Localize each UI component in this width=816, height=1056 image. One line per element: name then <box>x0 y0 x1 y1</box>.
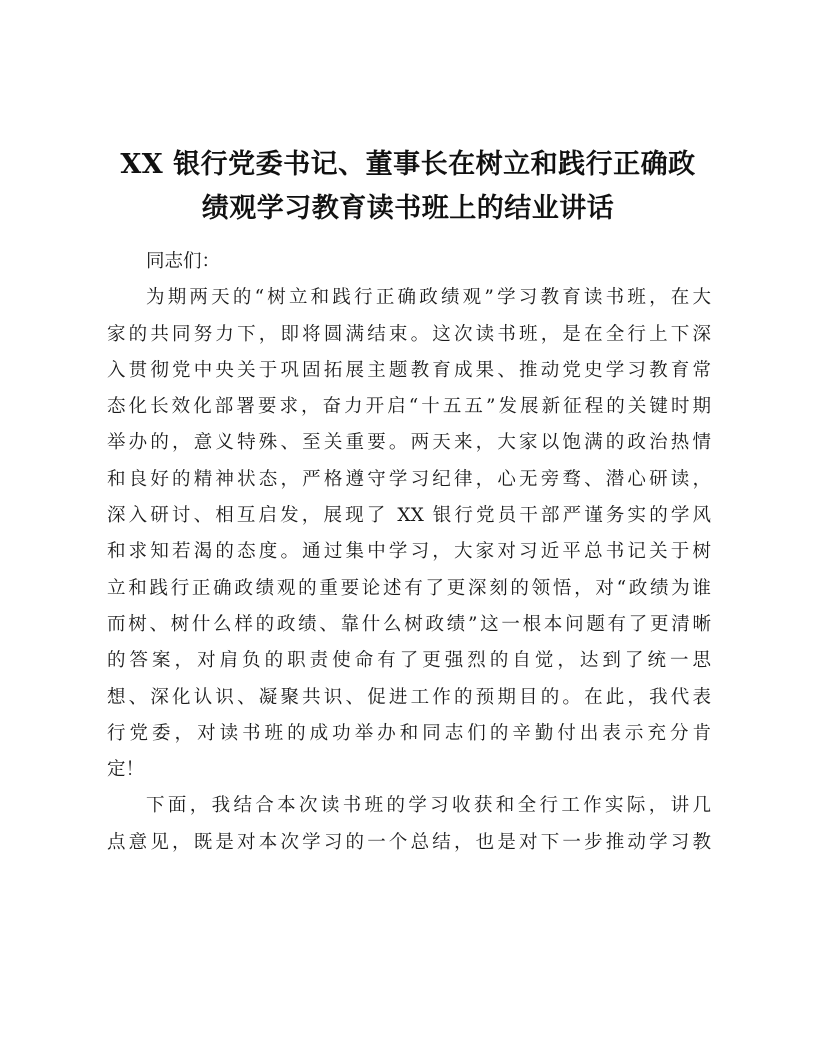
paragraph-line: 深入研讨、相互启发，展现了 XX 银行党员干部严谨务实的学风 <box>107 505 711 527</box>
paragraph-line: 下面，我结合本次读书班的学习收获和全行工作实际，讲几 <box>146 795 711 817</box>
paragraph-line: 而树、树什么样的政绩、靠什么树政绩”这一根本问题有了更清晰 <box>107 613 711 635</box>
document-body <box>107 244 711 861</box>
paragraph-line: 和求知若渴的态度。通过集中学习，大家对习近平总书记关于树 <box>107 541 711 563</box>
paragraph-line: 的答案，对肩负的职责使命有了更强烈的自觉，达到了统一思 <box>107 650 711 672</box>
paragraph-line: 入贯彻党中央关于巩固拓展主题教育成果、推动党史学习教育常 <box>107 359 711 381</box>
salutation: 同志们： <box>146 251 221 272</box>
title-line: XX 银行党委书记、董事长在树立和践行正确政 <box>120 149 696 180</box>
paragraph-line: 家的共同努力下，即将圆满结束。这次读书班，是在全行上下深 <box>107 323 711 345</box>
paragraph-line: 和良好的精神状态，严格遵守学习纪律，心无旁骛、潜心研读， <box>107 468 711 490</box>
paragraph-line: 行党委，对读书班的成功举办和同志们的辛勤付出表示充分肯 <box>107 722 711 744</box>
paragraph-line: 立和践行正确政绩观的重要论述有了更深刻的领悟，对“政绩为谁 <box>107 577 711 599</box>
paragraph-line: 点意见，既是对本次学习的一个总结，也是对下一步推动学习教 <box>107 831 711 853</box>
paragraph-line: 定！ <box>107 759 145 781</box>
paragraph-line: 想、深化认识、凝聚共识、促进工作的预期目的。在此，我代表 <box>107 686 711 708</box>
paragraph-1 <box>107 280 711 788</box>
title-line: 绩观学习教育读书班上的结业讲话 <box>201 193 615 224</box>
paragraph-line: 举办的，意义特殊、至关重要。两天来，大家以饱满的政治热情 <box>107 432 711 454</box>
paragraph-2 <box>107 788 711 861</box>
paragraph-line: 态化长效化部署要求，奋力开启“十五五”发展新征程的关键时期 <box>107 396 711 418</box>
paragraph-line: 为期两天的“树立和践行正确政绩观”学习教育读书班，在大 <box>146 287 711 309</box>
document-title <box>100 143 716 231</box>
